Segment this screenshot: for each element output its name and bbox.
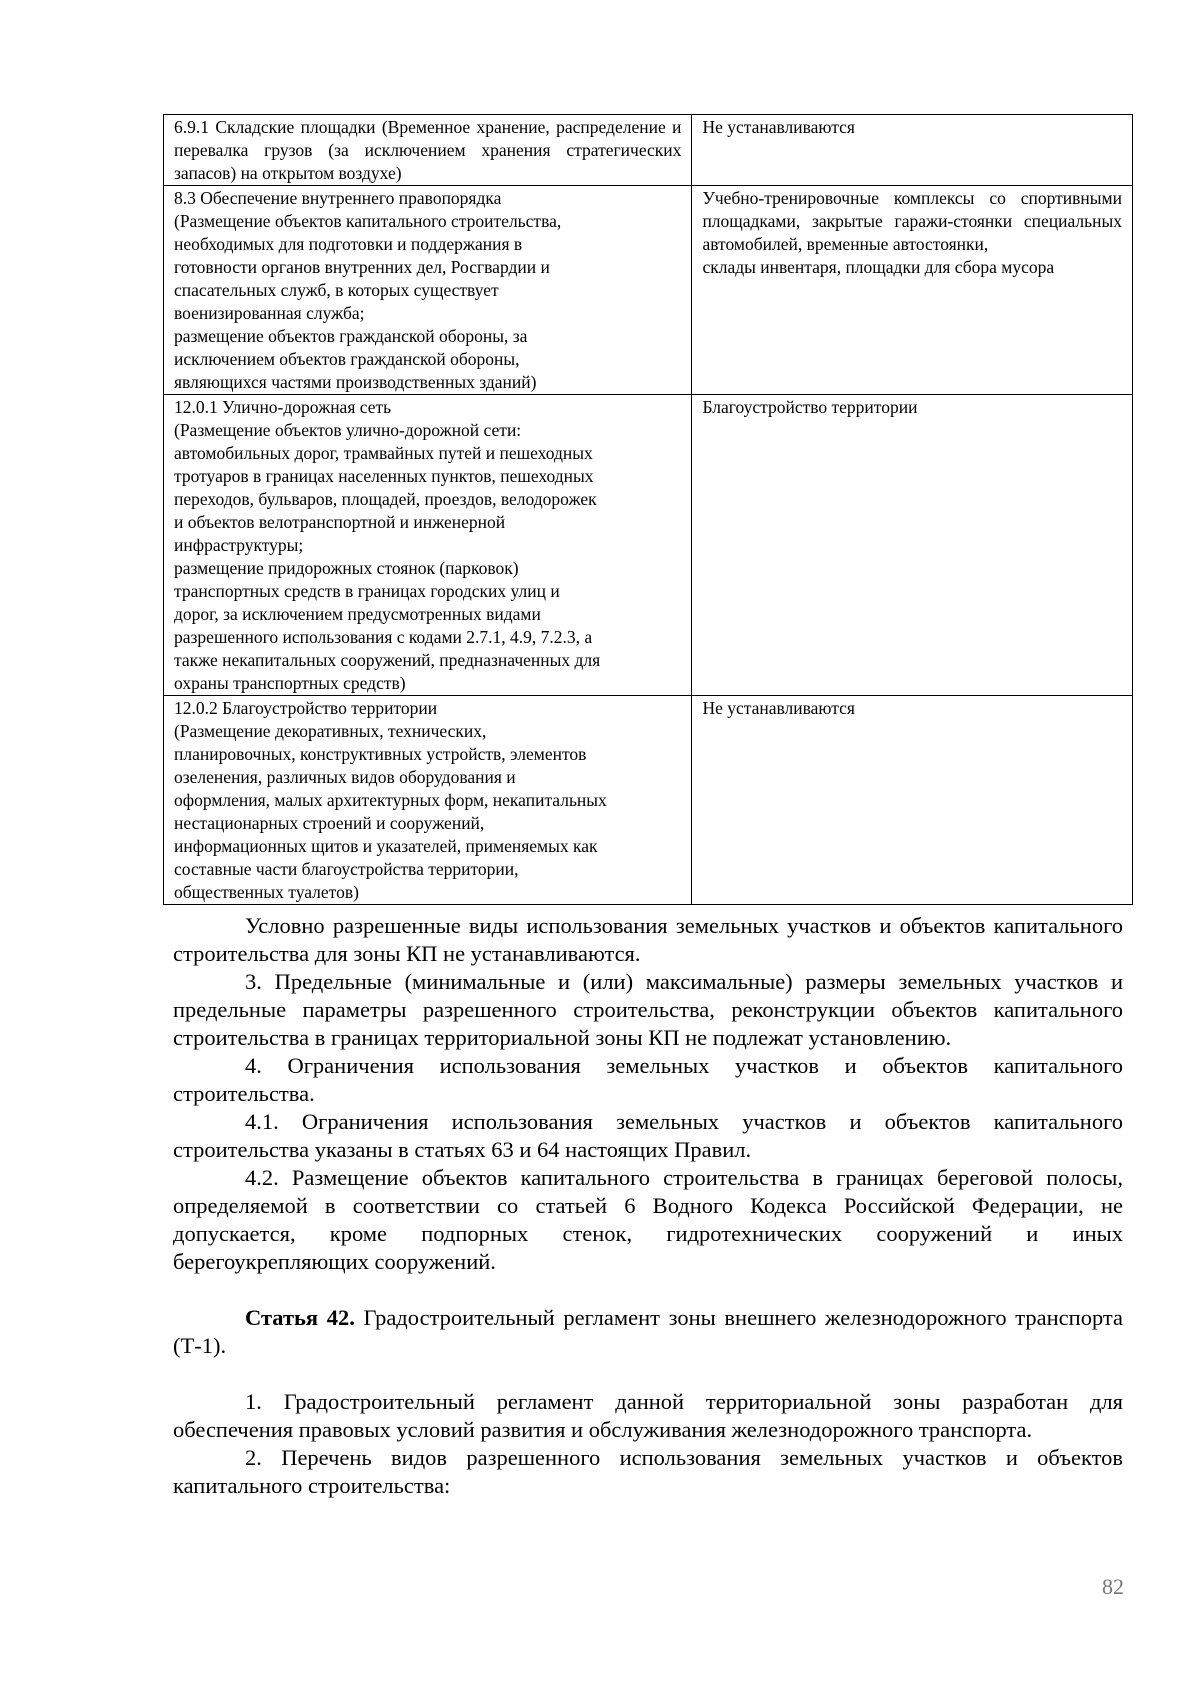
table-cell-auxiliary: Не устанавливаются [692, 696, 1133, 905]
paragraph-restrictions-4-2: 4.2. Размещение объектов капитального строительства в границах береговой полосы, определяемой в соответствии со статьей 6 Водного Кодекса Российской Федерации, не допускается, кроме подпорных стенок, гидротехнических сооружений и иных берегоукрепляющих сооружений. [173, 1165, 1123, 1274]
paragraph-restrictions: 4. Ограничения использования земельных участков и объектов капитального строительства. [173, 1053, 1123, 1106]
table-row [164, 115, 1133, 186]
paragraph-conditional-uses: Условно разрешенные виды использования земельных участков и объектов капитального строительства для зоны КП не устанавливаются. [173, 913, 1123, 966]
table-row [164, 186, 1133, 395]
article-label: Статья 42. [245, 1305, 355, 1330]
paragraph-regulation-purpose: 1. Градостроительный регламент данной территориальной зоны разработан для обеспечения правовых условий развития и обслуживания железнодорожного транспорта. [173, 1389, 1123, 1442]
table-cell-auxiliary: Учебно-тренировочные комплексы со спортивными площадками, закрытые гаражи-стоянки специальных автомобилей, временные автостоянки, склады инвентаря, площадки для сбора мусора [692, 186, 1133, 395]
table-cell-use: 8.3 Обеспечение внутреннего правопорядка (Размещение объектов капитального строительства, необходимых для подготовки и поддержания в готовности органов внутренних дел, Росгвардии и спасательных служб, в которых существует военизированная служба; размещение объектов гражданской обороны, за исключением объектов гражданской обороны, являющихся частями производственных зданий) [164, 186, 692, 395]
page-number: 82 [1102, 1574, 1124, 1599]
paragraph-restrictions-4-1: 4.1. Ограничения использования земельных участков и объектов капитального строительства указаны в статьях 63 и 64 настоящих Правил. [173, 1109, 1123, 1162]
article-title: Градостроительный регламент зоны внешнего железнодорожного транспорта (Т-1). [173, 1305, 1123, 1358]
article-heading [173, 1304, 1123, 1360]
paragraph-uses-list-intro: 2. Перечень видов разрешенного использования земельных участков и объектов капитального строительства: [173, 1445, 1123, 1498]
table-row [164, 696, 1133, 905]
permitted-uses-table [163, 114, 1133, 905]
table-cell-use: 12.0.1 Улично-дорожная сеть (Размещение объектов улично-дорожной сети: автомобильных дорог, трамвайных путей и пешеходных тротуаров в границах населенных пунктов, пешеходных переходов, бульваров, площадей, проездов, велодорожек и объектов велотранспортной и инженерной инфраструктуры; размещение придорожных стоянок (парковок) транспортных средств в границах городских улиц и дорог, за исключением предусмотренных видами разрешенного использования с кодами 2.7.1, 4.9, 7.2.3, а также некапитальных сооружений, предназначенных для охраны транспортных средств) [164, 395, 692, 696]
table-row [164, 395, 1133, 696]
table-cell-use: 12.0.2 Благоустройство территории (Размещение декоративных, технических, планировочных, конструктивных устройств, элементов озеленения, различных видов оборудования и оформления, малых архитектурных форм, некапитальных нестационарных строений и сооружений, информационных щитов и указателей, применяемых как составные части благоустройства территории, общественных туалетов) [164, 696, 692, 905]
table-cell-use: 6.9.1 Складские площадки (Временное хранение, распределение и перевалка грузов (за исключением хранения стратегических запасов) на открытом воздухе) [164, 115, 692, 186]
body-text [173, 912, 1123, 1500]
table-cell-auxiliary: Благоустройство территории [692, 395, 1133, 696]
table-cell-auxiliary: Не устанавливаются [692, 115, 1133, 186]
paragraph-limit-sizes: 3. Предельные (минимальные и (или) максимальные) размеры земельных участков и предельные параметры разрешенного строительства, реконструкции объектов капитального строительства в границах территориальной зоны КП не подлежат установлению. [173, 969, 1123, 1050]
